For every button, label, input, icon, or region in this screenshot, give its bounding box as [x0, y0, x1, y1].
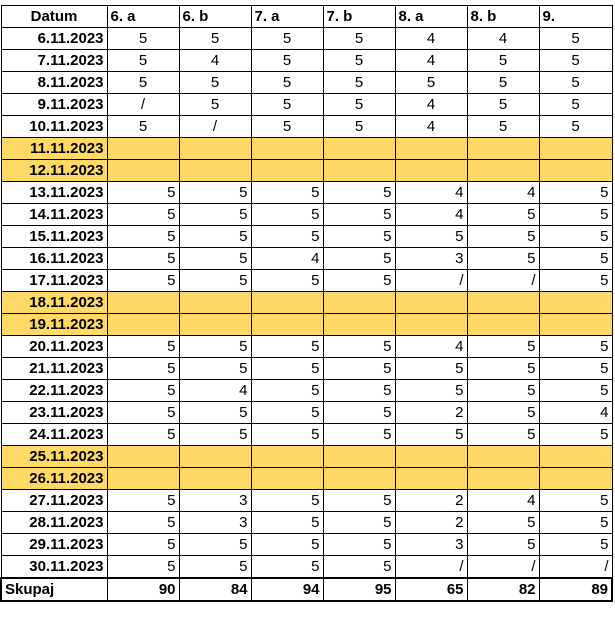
grade-cell[interactable]: 5	[251, 380, 323, 402]
header-class[interactable]: 8. b	[467, 6, 539, 28]
total-cell[interactable]: 82	[467, 578, 539, 601]
grade-cell[interactable]: 5	[107, 182, 179, 204]
grade-cell[interactable]: 5	[179, 270, 251, 292]
header-class[interactable]: 8. a	[395, 6, 467, 28]
grade-cell[interactable]: 5	[251, 72, 323, 94]
total-cell[interactable]: 95	[323, 578, 395, 601]
grade-cell[interactable]: 5	[107, 512, 179, 534]
grade-cell[interactable]	[539, 292, 612, 314]
date-cell[interactable]: 8.11.2023	[1, 72, 107, 94]
header-class[interactable]: 6. a	[107, 6, 179, 28]
grade-cell[interactable]: 5	[323, 182, 395, 204]
grade-cell[interactable]: 5	[179, 358, 251, 380]
grade-cell[interactable]: 5	[395, 72, 467, 94]
grade-cell[interactable]: 5	[539, 336, 612, 358]
grade-cell[interactable]: 4	[395, 94, 467, 116]
grade-cell[interactable]: 5	[323, 534, 395, 556]
table-row	[1, 380, 612, 402]
grade-cell[interactable]: 5	[467, 402, 539, 424]
table-row	[1, 402, 612, 424]
grade-cell[interactable]: 5	[107, 380, 179, 402]
grade-cell[interactable]: 5	[107, 270, 179, 292]
date-cell[interactable]: 20.11.2023	[1, 336, 107, 358]
grade-cell[interactable]: 2	[395, 490, 467, 512]
table-row	[1, 94, 612, 116]
grade-cell[interactable]	[107, 138, 179, 160]
grade-cell[interactable]: 5	[107, 336, 179, 358]
grade-cell[interactable]	[467, 160, 539, 182]
grade-cell[interactable]	[107, 468, 179, 490]
grade-cell[interactable]: 5	[467, 94, 539, 116]
weekend-row	[1, 292, 612, 314]
date-cell[interactable]: 6.11.2023	[1, 28, 107, 50]
grade-cell[interactable]: 4	[395, 116, 467, 138]
date-cell[interactable]: 29.11.2023	[1, 534, 107, 556]
grade-cell[interactable]	[539, 468, 612, 490]
header-class[interactable]: 9.	[539, 6, 612, 28]
grade-cell[interactable]	[107, 314, 179, 336]
grade-cell[interactable]: 5	[323, 490, 395, 512]
grade-cell[interactable]: 4	[179, 380, 251, 402]
grade-cell[interactable]	[395, 292, 467, 314]
table-row	[1, 512, 612, 534]
grade-cell[interactable]: 4	[467, 490, 539, 512]
date-cell[interactable]: 14.11.2023	[1, 204, 107, 226]
grade-cell[interactable]: /	[539, 556, 612, 579]
grade-cell[interactable]: 5	[539, 270, 612, 292]
grade-cell[interactable]: 5	[107, 534, 179, 556]
grade-cell[interactable]: 5	[467, 116, 539, 138]
grades-table	[0, 5, 613, 602]
grade-cell[interactable]: 5	[467, 204, 539, 226]
grade-cell[interactable]: 3	[395, 534, 467, 556]
grade-cell[interactable]: 5	[539, 380, 612, 402]
grade-cell[interactable]: 5	[467, 72, 539, 94]
grade-cell[interactable]	[251, 468, 323, 490]
grade-cell[interactable]: 5	[323, 402, 395, 424]
grade-cell[interactable]: 3	[179, 490, 251, 512]
grade-cell[interactable]: 5	[107, 116, 179, 138]
grade-cell[interactable]	[539, 446, 612, 468]
grade-cell[interactable]: 5	[107, 204, 179, 226]
grade-cell[interactable]: 5	[539, 226, 612, 248]
date-cell[interactable]: 25.11.2023	[1, 446, 107, 468]
grade-cell[interactable]: 5	[179, 248, 251, 270]
grade-cell[interactable]	[323, 314, 395, 336]
date-cell[interactable]: 28.11.2023	[1, 512, 107, 534]
grade-cell[interactable]: 5	[323, 380, 395, 402]
grade-cell[interactable]: 5	[251, 226, 323, 248]
grade-cell[interactable]: 5	[539, 512, 612, 534]
table-row	[1, 556, 612, 579]
date-cell[interactable]: 16.11.2023	[1, 248, 107, 270]
table-row	[1, 50, 612, 72]
grade-cell[interactable]: 5	[251, 534, 323, 556]
grade-cell[interactable]: 5	[323, 28, 395, 50]
grade-cell[interactable]: 5	[179, 336, 251, 358]
grade-cell[interactable]: 5	[179, 204, 251, 226]
grade-cell[interactable]: 4	[395, 204, 467, 226]
grade-cell[interactable]: 5	[179, 226, 251, 248]
grade-cell[interactable]: 5	[251, 556, 323, 579]
grade-cell[interactable]	[107, 160, 179, 182]
grade-cell[interactable]	[179, 446, 251, 468]
weekend-row	[1, 138, 612, 160]
header-class[interactable]: 7. b	[323, 6, 395, 28]
grade-cell[interactable]	[395, 138, 467, 160]
grade-cell[interactable]: 5	[179, 28, 251, 50]
grade-cell[interactable]	[539, 138, 612, 160]
grade-cell[interactable]: 5	[395, 358, 467, 380]
grade-cell[interactable]: 5	[107, 72, 179, 94]
grade-cell[interactable]: 4	[395, 50, 467, 72]
grade-cell[interactable]: /	[179, 116, 251, 138]
grade-cell[interactable]: 5	[539, 424, 612, 446]
grade-cell[interactable]: 5	[323, 226, 395, 248]
grade-cell[interactable]	[251, 446, 323, 468]
date-cell[interactable]: 26.11.2023	[1, 468, 107, 490]
grade-cell[interactable]: 5	[467, 226, 539, 248]
grade-cell[interactable]: 5	[323, 424, 395, 446]
grade-cell[interactable]: 5	[251, 424, 323, 446]
date-cell[interactable]: 12.11.2023	[1, 160, 107, 182]
header-row	[1, 6, 612, 28]
grade-cell[interactable]: 5	[251, 490, 323, 512]
grade-cell[interactable]: 5	[539, 182, 612, 204]
grade-cell[interactable]: 5	[107, 50, 179, 72]
grade-cell[interactable]: 5	[467, 336, 539, 358]
grade-cell[interactable]: 5	[251, 182, 323, 204]
grade-cell[interactable]	[107, 446, 179, 468]
grade-cell[interactable]	[179, 160, 251, 182]
grade-cell[interactable]: 5	[323, 358, 395, 380]
grade-cell[interactable]: 5	[539, 50, 612, 72]
grade-cell[interactable]: /	[107, 94, 179, 116]
grade-cell[interactable]	[467, 314, 539, 336]
grade-cell[interactable]	[179, 292, 251, 314]
grade-cell[interactable]: 5	[467, 512, 539, 534]
table-row	[1, 534, 612, 556]
grade-cell[interactable]: 5	[107, 490, 179, 512]
header-date[interactable]: Datum	[1, 6, 107, 28]
grade-cell[interactable]: 5	[179, 424, 251, 446]
date-cell[interactable]: 13.11.2023	[1, 182, 107, 204]
grade-cell[interactable]: /	[467, 556, 539, 579]
grade-cell[interactable]: 5	[539, 116, 612, 138]
grade-cell[interactable]: 5	[323, 204, 395, 226]
grade-cell[interactable]: /	[395, 270, 467, 292]
grade-cell[interactable]: 3	[179, 512, 251, 534]
grade-cell[interactable]: 5	[251, 270, 323, 292]
date-cell[interactable]: 17.11.2023	[1, 270, 107, 292]
grade-cell[interactable]	[323, 446, 395, 468]
grade-cell[interactable]: 5	[323, 72, 395, 94]
grade-cell[interactable]: 5	[395, 226, 467, 248]
date-cell[interactable]: 11.11.2023	[1, 138, 107, 160]
grade-cell[interactable]	[323, 468, 395, 490]
grade-cell[interactable]: 5	[107, 424, 179, 446]
grade-cell[interactable]: 2	[395, 512, 467, 534]
header-class[interactable]: 7. a	[251, 6, 323, 28]
grade-cell[interactable]	[395, 160, 467, 182]
table-row	[1, 248, 612, 270]
grade-cell[interactable]: 5	[539, 204, 612, 226]
grade-cell[interactable]	[467, 138, 539, 160]
grade-cell[interactable]: 3	[395, 248, 467, 270]
table-row	[1, 28, 612, 50]
grade-cell[interactable]: 5	[251, 358, 323, 380]
table-row	[1, 270, 612, 292]
date-cell[interactable]: 24.11.2023	[1, 424, 107, 446]
grade-cell[interactable]: 4	[539, 402, 612, 424]
grade-cell[interactable]: 5	[467, 424, 539, 446]
table-row	[1, 116, 612, 138]
table-row	[1, 336, 612, 358]
total-cell[interactable]: 89	[539, 578, 612, 601]
table-row	[1, 490, 612, 512]
grade-cell[interactable]: 4	[467, 28, 539, 50]
grade-cell[interactable]: 5	[251, 50, 323, 72]
grade-cell[interactable]: 5	[323, 556, 395, 579]
date-cell[interactable]: 23.11.2023	[1, 402, 107, 424]
grade-cell[interactable]	[395, 446, 467, 468]
grade-cell[interactable]	[251, 314, 323, 336]
grade-cell[interactable]: 5	[323, 116, 395, 138]
date-cell[interactable]: 18.11.2023	[1, 292, 107, 314]
grade-cell[interactable]: 5	[395, 380, 467, 402]
grade-cell[interactable]: 4	[395, 182, 467, 204]
grade-cell[interactable]: 5	[251, 402, 323, 424]
weekend-row	[1, 468, 612, 490]
grade-cell[interactable]: 5	[251, 28, 323, 50]
grade-cell[interactable]: 4	[395, 336, 467, 358]
grade-cell[interactable]: 4	[467, 182, 539, 204]
grade-cell[interactable]: 5	[467, 534, 539, 556]
grade-cell[interactable]: 5	[107, 358, 179, 380]
grade-cell[interactable]: 5	[179, 94, 251, 116]
grade-cell[interactable]: 5	[539, 94, 612, 116]
grade-cell[interactable]: 5	[467, 50, 539, 72]
grade-cell[interactable]: 5	[179, 72, 251, 94]
weekend-row	[1, 314, 612, 336]
grade-cell[interactable]	[323, 138, 395, 160]
grade-cell[interactable]	[107, 292, 179, 314]
header-class[interactable]: 6. b	[179, 6, 251, 28]
grade-cell[interactable]: 5	[323, 336, 395, 358]
grade-cell[interactable]	[467, 292, 539, 314]
grade-cell[interactable]: 5	[539, 358, 612, 380]
grade-cell[interactable]: /	[467, 270, 539, 292]
grade-cell[interactable]: 5	[323, 512, 395, 534]
total-cell[interactable]: 90	[107, 578, 179, 601]
date-cell[interactable]: 19.11.2023	[1, 314, 107, 336]
grade-cell[interactable]: 5	[251, 94, 323, 116]
grade-cell[interactable]: 5	[539, 248, 612, 270]
grade-cell[interactable]	[539, 314, 612, 336]
total-cell[interactable]: 65	[395, 578, 467, 601]
grade-cell[interactable]	[467, 468, 539, 490]
grade-cell[interactable]: 5	[467, 380, 539, 402]
grade-cell[interactable]: 5	[323, 50, 395, 72]
grade-cell[interactable]	[179, 468, 251, 490]
grade-cell[interactable]	[539, 160, 612, 182]
grade-cell[interactable]: 4	[179, 50, 251, 72]
grade-cell[interactable]: 5	[107, 28, 179, 50]
grade-cell[interactable]: 5	[467, 358, 539, 380]
grade-cell[interactable]: 5	[251, 116, 323, 138]
date-cell[interactable]: 15.11.2023	[1, 226, 107, 248]
table-row	[1, 358, 612, 380]
grade-cell[interactable]: 5	[251, 204, 323, 226]
grade-cell[interactable]	[467, 446, 539, 468]
date-cell[interactable]: 9.11.2023	[1, 94, 107, 116]
grade-cell[interactable]: 5	[107, 556, 179, 579]
grade-cell[interactable]: 5	[179, 402, 251, 424]
grade-cell[interactable]: 4	[395, 28, 467, 50]
grade-cell[interactable]: 5	[539, 534, 612, 556]
grade-cell[interactable]	[251, 160, 323, 182]
grade-cell[interactable]: 5	[107, 248, 179, 270]
grade-cell[interactable]: 5	[539, 72, 612, 94]
grade-cell[interactable]: 5	[539, 490, 612, 512]
grade-cell[interactable]	[323, 292, 395, 314]
total-label[interactable]: Skupaj	[1, 578, 107, 601]
total-cell[interactable]: 84	[179, 578, 251, 601]
grade-cell[interactable]	[179, 138, 251, 160]
table-row	[1, 182, 612, 204]
grade-cell[interactable]: 5	[179, 556, 251, 579]
table-row	[1, 226, 612, 248]
grade-cell[interactable]	[251, 138, 323, 160]
total-cell[interactable]: 94	[251, 578, 323, 601]
grade-cell[interactable]: 5	[395, 424, 467, 446]
table-body	[1, 6, 612, 602]
grade-cell[interactable]: 5	[107, 226, 179, 248]
grade-cell[interactable]: 2	[395, 402, 467, 424]
table-row	[1, 72, 612, 94]
grade-cell[interactable]: 5	[323, 94, 395, 116]
grade-cell[interactable]	[251, 292, 323, 314]
table-row	[1, 204, 612, 226]
total-row	[1, 578, 612, 601]
grade-cell[interactable]: 5	[323, 248, 395, 270]
date-cell[interactable]: 22.11.2023	[1, 380, 107, 402]
grade-cell[interactable]: /	[395, 556, 467, 579]
grade-cell[interactable]: 5	[251, 512, 323, 534]
grade-cell[interactable]	[323, 160, 395, 182]
table-row	[1, 424, 612, 446]
date-cell[interactable]: 7.11.2023	[1, 50, 107, 72]
grade-cell[interactable]: 5	[107, 402, 179, 424]
grade-cell[interactable]: 5	[179, 534, 251, 556]
grade-cell[interactable]: 5	[539, 28, 612, 50]
grade-cell[interactable]: 5	[467, 248, 539, 270]
grade-cell[interactable]: 4	[251, 248, 323, 270]
weekend-row	[1, 160, 612, 182]
grade-cell[interactable]: 5	[251, 336, 323, 358]
grade-cell[interactable]: 5	[179, 182, 251, 204]
weekend-row	[1, 446, 612, 468]
grade-cell[interactable]: 5	[323, 270, 395, 292]
grade-cell[interactable]	[395, 468, 467, 490]
grade-cell[interactable]	[179, 314, 251, 336]
grade-cell[interactable]	[395, 314, 467, 336]
date-cell[interactable]: 10.11.2023	[1, 116, 107, 138]
date-cell[interactable]: 30.11.2023	[1, 556, 107, 579]
date-cell[interactable]: 21.11.2023	[1, 358, 107, 380]
date-cell[interactable]: 27.11.2023	[1, 490, 107, 512]
